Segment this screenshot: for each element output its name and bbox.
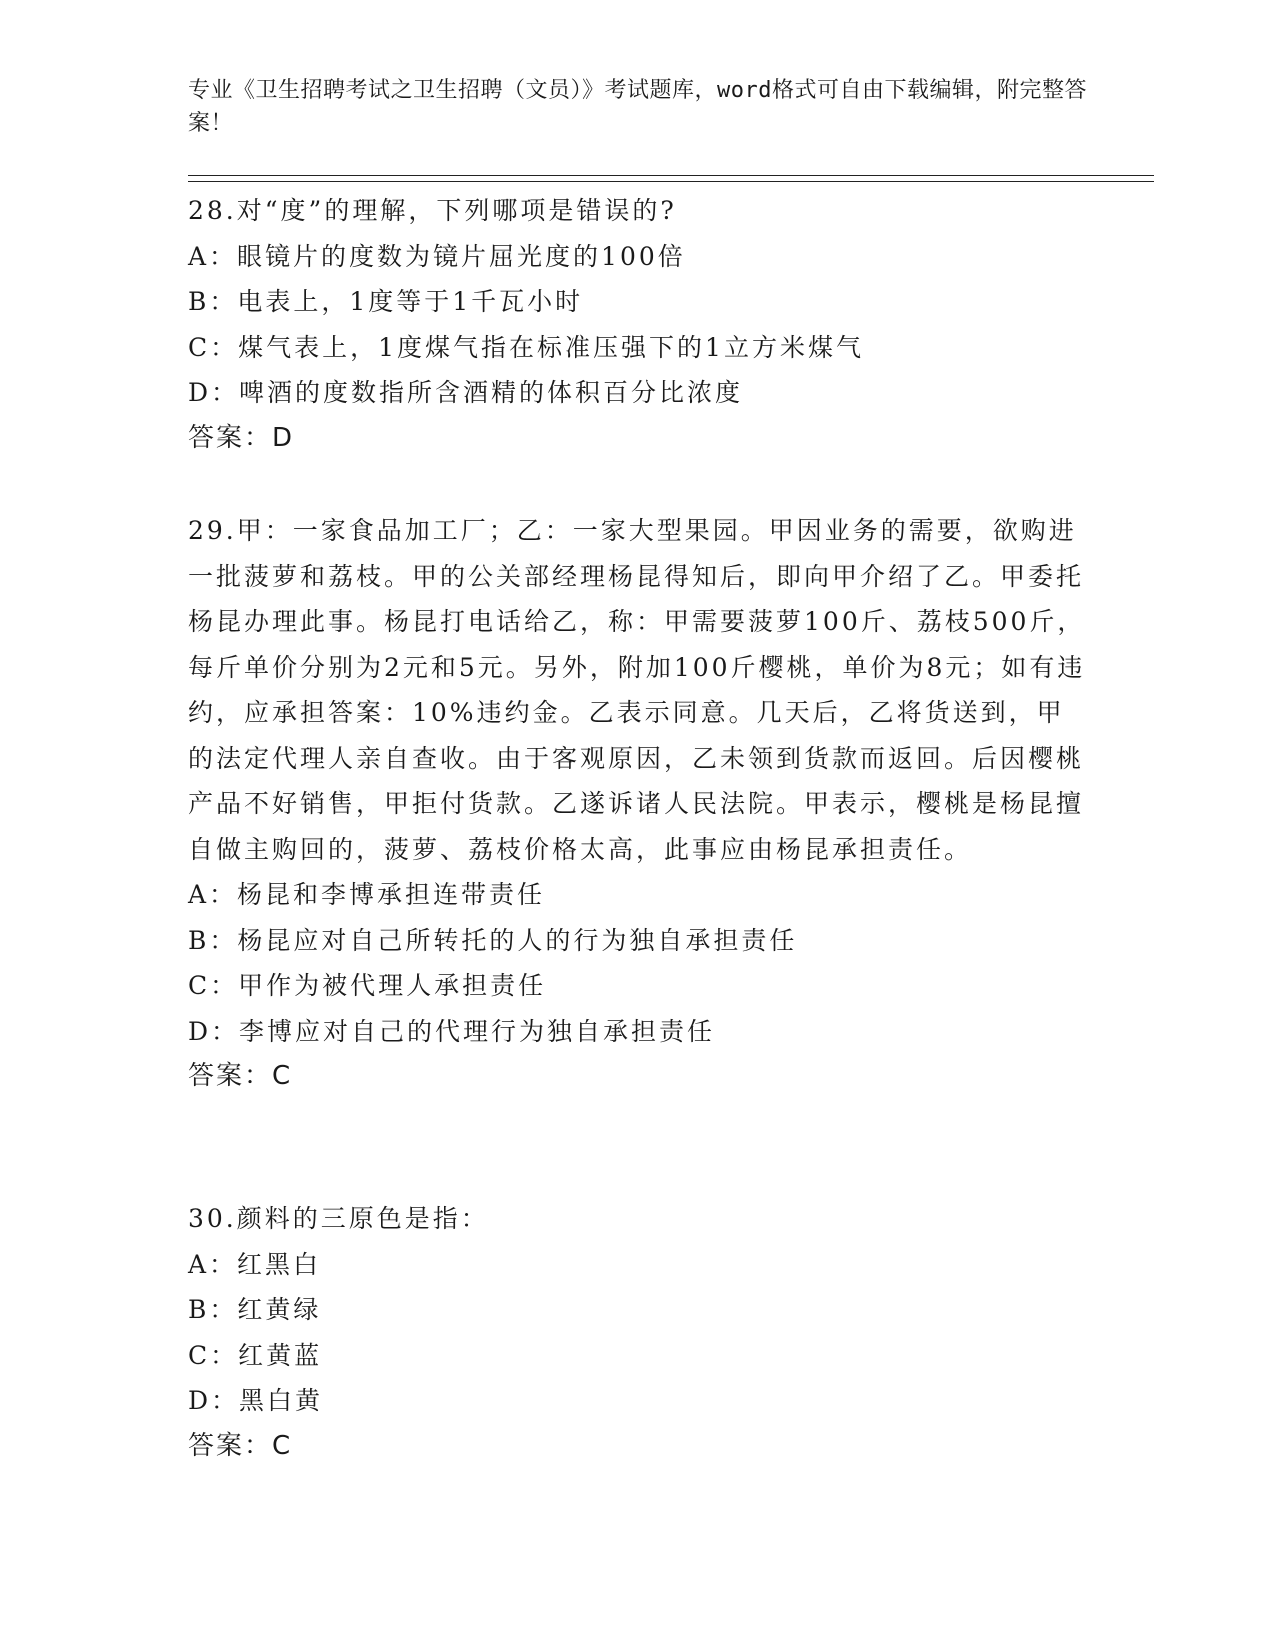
option-b: B：红黄绿 (188, 1295, 322, 1324)
header-title: 专业《卫生招聘考试之卫生招聘（文员）》考试题库，word格式可自由下载编辑，附完整答案！ (188, 78, 1087, 136)
question-30 (188, 1196, 1088, 1469)
question-stem: 29.甲：一家食品加工厂；乙：一家大型果园。甲因业务的需要，欲购进一批菠萝和荔枝。甲的公关部经理杨昆得知后，即向甲介绍了乙。甲委托杨昆办理此事。杨昆打电话给乙，称：甲需要菠萝100斤、荔枝500斤，每斤单价分别为2元和5元。另外，附加100斤樱桃，单价为8元；如有违约，应承担答案：10%违约金。乙表示同意。几天后，乙将货送到，甲的法定代理人亲自查收。由于客观原因，乙未领到货款而返回。后因樱桃产品不好销售，甲拒付货款。乙遂诉诸人民法院。甲表示，樱桃是杨昆擅自做主购回的，菠萝、荔枝价格太高，此事应由杨昆承担责任。 (188, 516, 1086, 864)
option-a: A：眼镜片的度数为镜片屈光度的100倍 (188, 241, 686, 271)
question-stem: 30.颜料的三原色是指： (188, 1204, 489, 1233)
option-c: C：甲作为被代理人承担责任 (188, 971, 547, 1000)
question-stem: 28.对“度”的理解，下列哪项是错误的? (188, 196, 677, 225)
header-divider (188, 181, 1154, 182)
page-header (188, 74, 1088, 140)
option-c: C：红黄蓝 (188, 1340, 323, 1370)
answer: 答案：C (188, 1430, 293, 1461)
answer: 答案：D (188, 422, 295, 453)
question-28 (188, 188, 1088, 461)
option-c: C：煤气表上，1度煤气指在标准压强下的1立方米煤气 (188, 332, 864, 362)
option-d: D：李博应对自己的代理行为独自承担责任 (188, 1016, 716, 1046)
option-d: D：啤酒的度数指所含酒精的体积百分比浓度 (188, 378, 744, 407)
option-a: A：红黑白 (188, 1249, 322, 1279)
question-29 (188, 508, 1088, 1100)
option-b: B：杨昆应对自己所转托的人的行为独自承担责任 (188, 925, 798, 955)
answer: 答案：C (188, 1061, 293, 1091)
header-divider (188, 175, 1154, 176)
option-d: D：黑白黄 (188, 1386, 324, 1415)
option-b: B：电表上，1度等于1千瓦小时 (188, 287, 584, 316)
option-a: A：杨昆和李博承担连带责任 (188, 880, 546, 909)
